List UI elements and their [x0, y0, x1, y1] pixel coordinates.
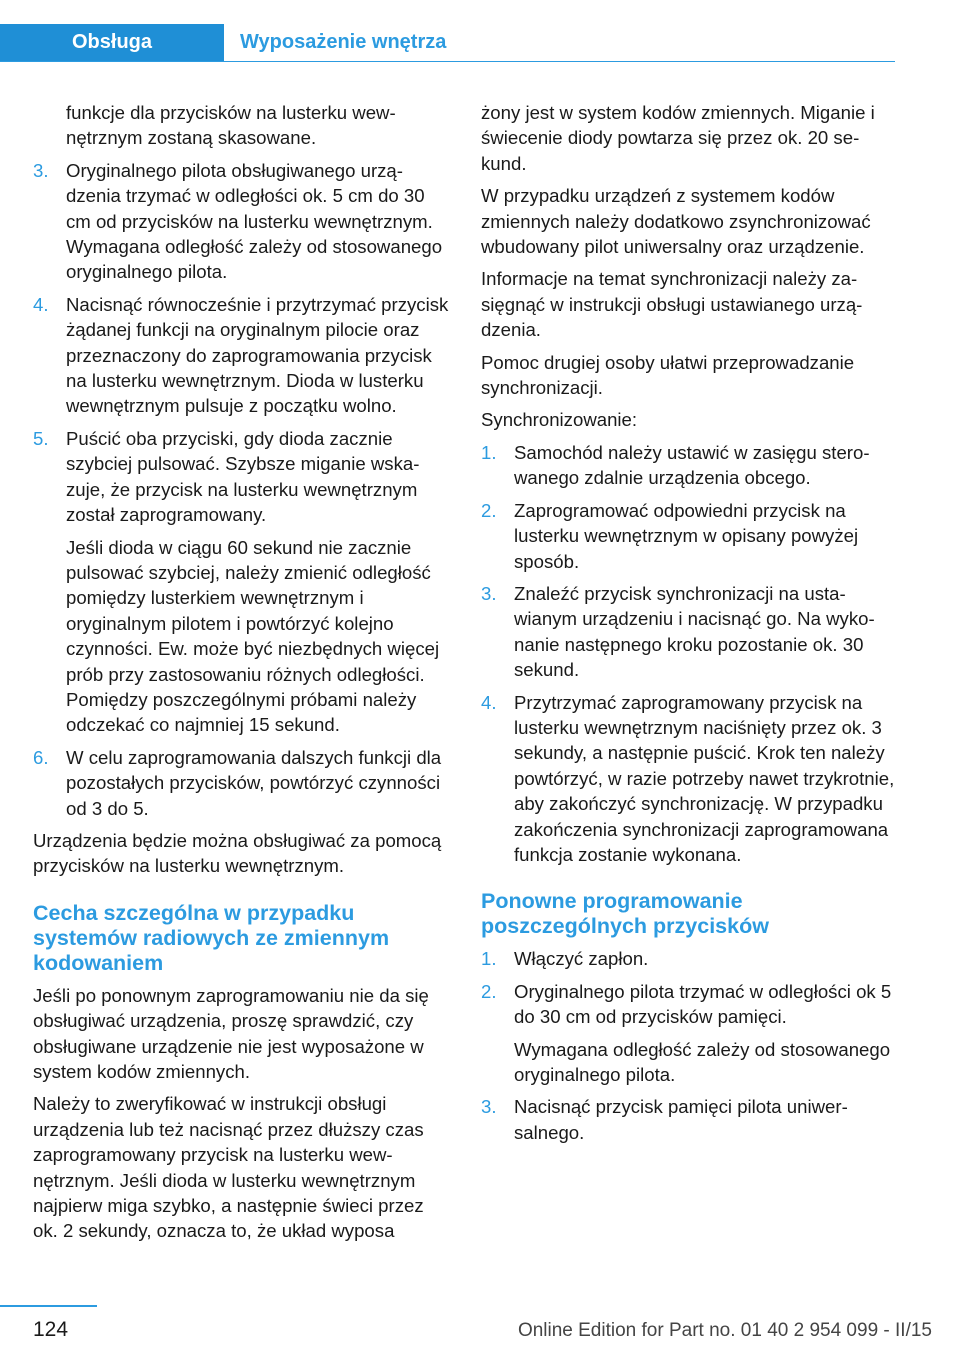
right-paragraph-3: Informacje na temat synchronizacji należy zasięgnąć w instrukcji obsługi ustawianego urządzenia. — [481, 268, 863, 341]
header-divider — [0, 61, 895, 62]
list-item — [481, 979, 897, 1088]
list-item — [481, 498, 897, 574]
list-item-text: Nacisnąć przycisk pamięci pilota uniwersalnego. — [514, 1096, 848, 1143]
left-step-list — [33, 158, 449, 821]
list-item-text: W celu zaprogramowania dalszych funkcji dla pozostałych przycisków, powtórzyć czynności od 3 do 5. — [66, 746, 442, 819]
page-number: 124 — [33, 1318, 69, 1341]
list-item — [33, 158, 449, 285]
after-steps-text: Urządzenia będzie można obsługiwać za pomocą przycisków na lusterku wewnętrznym. — [33, 829, 442, 877]
list-item — [33, 745, 449, 821]
reprogram-step-list — [481, 946, 897, 1145]
list-item-number: 3. — [481, 1096, 497, 1118]
list-item-number: 4. — [481, 691, 497, 713]
list-item-number: 1. — [481, 948, 497, 970]
section-heading-reprogramming: Ponowne programowanie poszczególnych przycisków — [481, 889, 769, 939]
list-item-number: 1. — [481, 441, 497, 463]
list-item — [481, 440, 897, 491]
list-item-text: Wymagana odległość zależy od stosowanego oryginalnego pilota. — [514, 1038, 891, 1085]
list-item — [481, 690, 897, 868]
list-item-number: 3. — [481, 582, 497, 604]
list-item-number: 5. — [33, 427, 49, 449]
right-paragraph-4: Pomoc drugiej osoby ułatwi przeprowadzanie synchronizacji. — [481, 351, 855, 399]
list-item-text: Przytrzymać zaprogramowany przycisk na lusterku wewnętrznym naciśnięty przez ok. 3 sekundy, a następnie puścić. Krok ten należy powtórzyć, w razie potrzeby nawet trzykrotnie, aby zakończyć synchronizację. W przypadku zakończenia synchronizacji zaprogramowana funkcja zostanie wykonana. — [514, 691, 895, 865]
tab-obsluga[interactable]: Obsługa — [0, 24, 224, 61]
edition-footer: Online Edition for Part no. 01 40 2 954 099 - II/15 — [517, 1320, 932, 1341]
list-item — [33, 426, 449, 738]
list-item-text: Oryginalnego pilota trzymać w odległości ok 5 do 30 cm od przycisków pamięci. — [514, 980, 892, 1028]
tab-wyposazenie-wnetrza[interactable]: Wyposażenie wnętrza — [240, 31, 447, 53]
list-item-number: 3. — [33, 159, 49, 181]
list-item-number: 2. — [481, 499, 497, 521]
list-item-text: Puścić oba przyciski, gdy dioda zacznie szybciej pulsować. Szybsze miganie wskazuje, że przycisk na lusterku wewnętrznym został zaprogramowany. — [66, 427, 420, 526]
list-item-text: Włączyć zapłon. — [514, 948, 649, 970]
list-item-number: 2. — [481, 980, 497, 1002]
right-paragraph-1: żony jest w system kodów zmiennych. Miganie i świecenie diody powtarza się przez ok. 20 sekund. — [481, 102, 875, 174]
list-item — [481, 1094, 897, 1145]
header-tab-bar — [0, 0, 895, 62]
list-item-number: 6. — [33, 746, 49, 768]
list-item-text: Nacisnąć równocześnie i przytrzymać przycisk żądanej funkcji na oryginalnym pilocie oraz przeznaczony do zaprogramowania przycisk na lusterku wewnętrznym. Dioda w lusterku wewnętrznym pulsuje z początku wolno. — [66, 293, 449, 417]
list-item-text: Jeśli dioda w ciągu 60 sekund nie zacznie pulsować szybciej, należy zmienić odległość pomiędzy lusterkiem wewnętrznym i oryginalnym pilotem i powtórzyć kolejno czynności. Ew. może być niezbędnych więcej prób przy zastosowaniu różnych odległości. Pomiędzy poszczególnymi próbami należy odczekać co najmniej 15 sekund. — [66, 536, 440, 736]
footer-rule — [0, 1305, 97, 1307]
continued-text: funkcje dla przycisków na lusterku wewnętrznym zostaną skasowane. — [66, 102, 396, 149]
list-item-text: Znaleźć przycisk synchronizacji na ustawianym urządzeniu i nacisnąć go. Na wykonanie następnego kroku pozostanie ok. 30 sekund. — [514, 582, 875, 681]
left-column — [33, 100, 449, 1251]
rolling-code-paragraph-2: Należy to zweryfikować w instrukcji obsługi urządzenia lub też nacisnąć przez dłuższy czas zaprogramowany przycisk na lusterku wewnętrznym. Jeśli dioda w lusterku wewnętrznym najpierw miga szybko, a następnie świeci przez ok. 2 sekundy, oznacza to, że układ wyposa — [33, 1093, 424, 1242]
list-item-number: 4. — [33, 293, 49, 315]
list-item — [33, 292, 449, 419]
right-column — [481, 100, 897, 1152]
sync-intro: Synchronizowanie: — [481, 409, 638, 431]
list-item — [481, 946, 897, 971]
list-item-text: Samochód należy ustawić w zasięgu sterowanego zdalnie urządzenia obcego. — [514, 441, 870, 489]
list-item — [481, 581, 897, 683]
rolling-code-paragraph-1: Jeśli po ponownym zaprogramowaniu nie da się obsługiwać urządzenia, proszę sprawdzić, czy obsługiwane urządzenie nie jest wyposażone w system kodów zmiennych. — [33, 984, 429, 1082]
section-heading-rolling-code: Cecha szczególna w przypadku systemów radiowych ze zmiennym kodowaniem — [33, 900, 390, 975]
list-item-text: Oryginalnego pilota obsługiwanego urządzenia trzymać w odległości ok. 5 cm do 30 cm od przycisków na lusterku wewnętrznym. Wymagana odległość zależy od stosowanego oryginalnego pilota. — [66, 159, 443, 283]
right-paragraph-2: W przypadku urządzeń z systemem kodów zmiennych należy dodatkowo zsynchronizować wbudowany pilot uniwersalny oraz urządzenie. — [481, 185, 871, 258]
list-item-text: Zaprogramować odpowiedni przycisk na lusterku wewnętrznym w opisany powyżej sposób. — [514, 499, 859, 572]
sync-step-list — [481, 440, 897, 868]
